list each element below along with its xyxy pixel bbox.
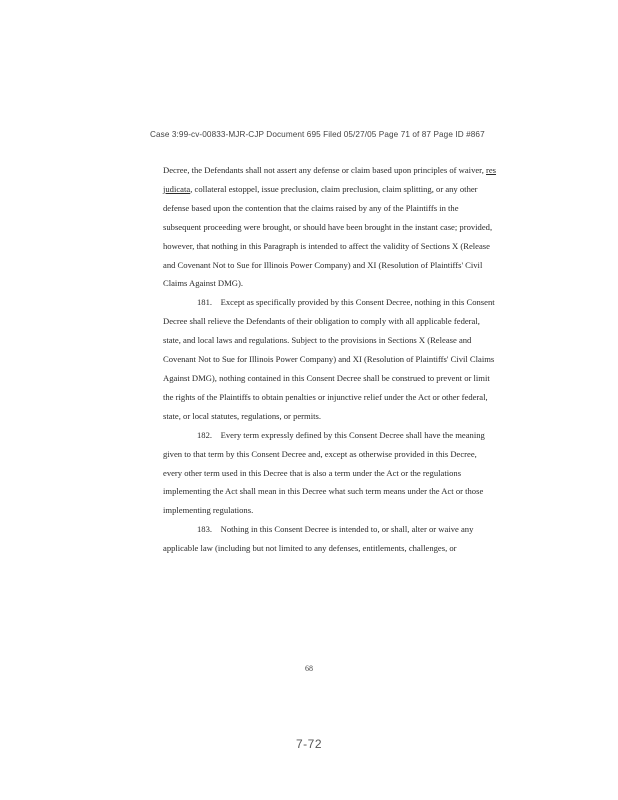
text-line: implementing the Act shall mean in this Decree what such term means under the Act or those [163,486,484,497]
text-line: applicable law (including but not limited to any defenses, entitlements, challenges, or [163,543,457,554]
paragraph-181 [163,293,495,425]
text-segment: Except as specifically provided by this Consent Decree, nothing in this Consent [220,297,495,308]
text-line: given to that term by this Consent Decree and, except as otherwise provided in this Decree, [163,448,477,459]
text-line [163,161,497,180]
document-body [163,161,497,558]
text-segment: Every term expressly defined by this Consent Decree shall have the meaning [220,429,485,440]
paragraph-183 [163,520,485,558]
text-line: Decree shall relieve the Defendants of their obligation to comply with all applicable federal, [163,316,480,327]
text-line [163,520,485,539]
text-line: state, or local statutes, regulations, or permits. [163,410,321,421]
paragraph-continuation [163,161,497,293]
text-line: every other term used in this Decree that is also a term under the Act or the regulations [163,467,462,478]
text-line: implementing regulations. [163,505,254,516]
text-segment: Decree, the Defendants shall not assert any defense or claim based upon principles of waiver, [163,165,486,175]
paragraph-number: 182. [197,429,213,440]
text-line [163,293,495,312]
text-segment: Nothing in this Consent Decree is intended to, or shall, alter or waive any [220,524,474,535]
text-line: Against DMG), nothing contained in this Consent Decree shall be construed to prevent or limit [163,372,490,383]
paragraph-number: 181. [197,297,213,308]
exhibit-page-number: 7-72 [295,737,323,751]
text-line: the rights of the Plaintiffs to obtain penalties or injunctive relief under the Act or other federal, [163,391,488,402]
paragraph-182 [163,426,485,521]
text-line: Claims Against DMG). [163,278,243,289]
text-line: Covenant Not to Sue for Illinois Power Company) and XI (Resolution of Plaintiffs' Civil Claims [163,354,495,365]
text-segment: , collateral estoppel, issue preclusion, claim preclusion, claim splitting, or any other [190,183,478,194]
text-line: subsequent proceeding were brought, or should have been brought in the instant case; provided, [163,221,493,232]
underlined-term: judicata [163,183,191,194]
case-header: Case 3:99-cv-00833-MJR-CJP Document 695 Filed 05/27/05 Page 71 of 87 Page ID #867 [150,130,485,139]
text-line [163,426,485,445]
page-number: 68 [305,664,313,673]
text-line [163,180,485,199]
text-line: however, that nothing in this Paragraph is intended to affect the validity of Sections X (Release [163,240,490,251]
text-line: state, and local laws and regulations. Subject to the provisions in Sections X (Release and [163,335,472,346]
paragraph-number: 183. [197,524,213,535]
underlined-term: res [486,165,497,175]
text-line: and Covenant Not to Sue for Illinois Power Company) and XI (Resolution of Plaintiffs' Civil [163,259,483,270]
text-line: defense based upon the contention that the claims raised by any of the Plaintiffs in the [163,202,459,213]
